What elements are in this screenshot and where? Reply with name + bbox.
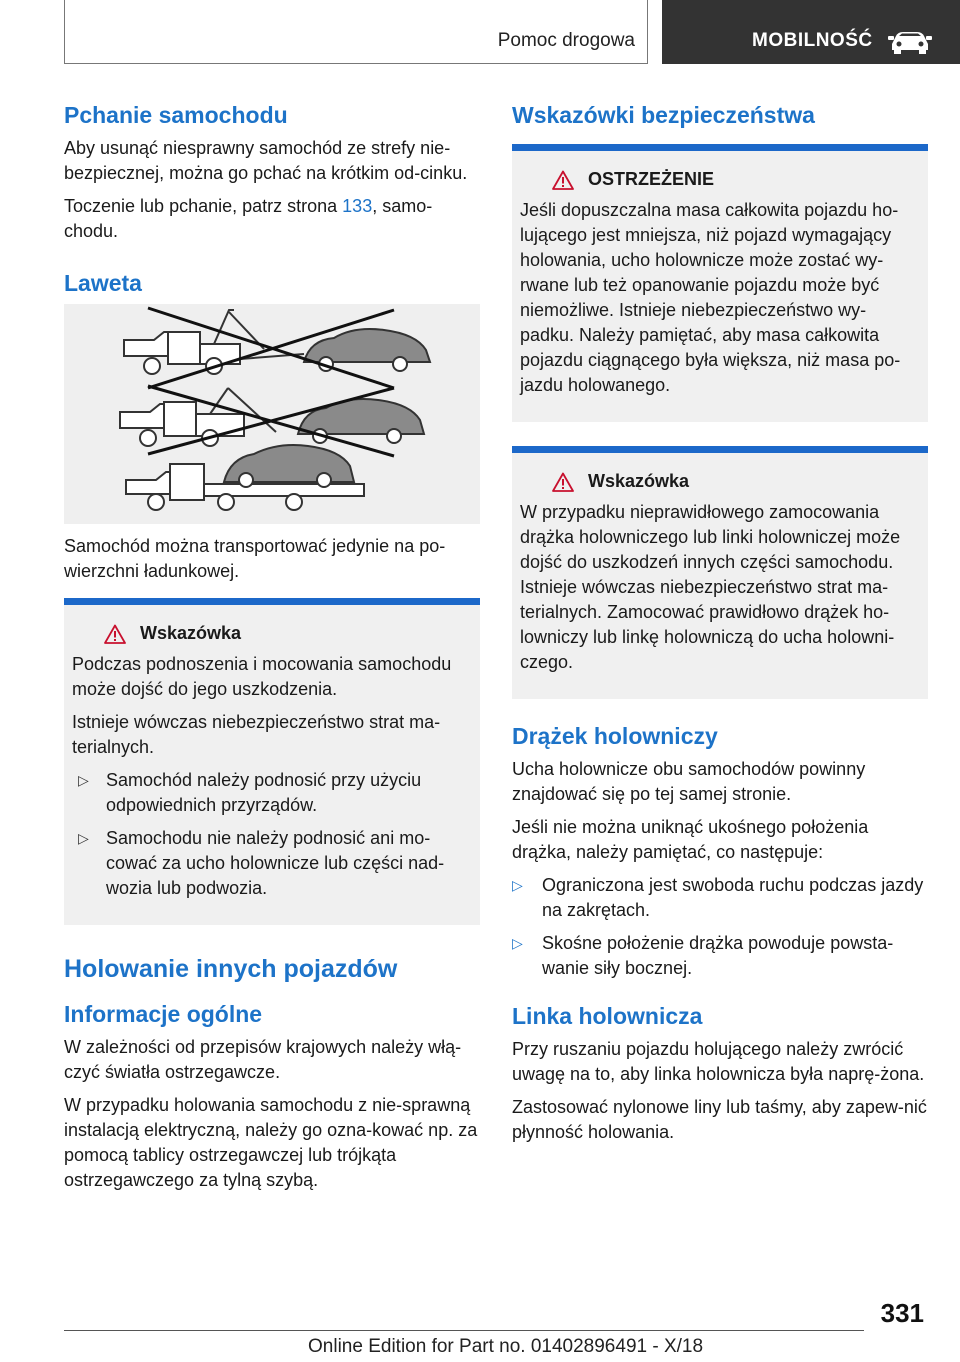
towing-paragraph-1: W zależności od przepisów krajowych należy włą-czyć światła ostrzegawcze. xyxy=(64,1037,462,1082)
warning-triangle-icon xyxy=(104,624,126,644)
tow-bar-paragraph-2: Jeśli nie można uniknąć ukośnego położenia drążka, należy pamiętać, co następuje: xyxy=(512,817,869,862)
note-lifting-list xyxy=(72,768,472,901)
list-item: ▷ Ograniczona jest swoboda ruchu podczas jazdy na zakrętach. xyxy=(512,875,924,920)
list-item: ▷ Samochód należy podnosić przy użyciu odpowiednich przyrządów. xyxy=(78,770,422,815)
note-lifting-text-2: Istnieje wówczas niebezpieczeństwo strat ma-terialnych. xyxy=(72,712,441,757)
general-info-heading: Informacje ogólne xyxy=(64,1001,263,1027)
tow-rope-heading: Linka holownicza xyxy=(512,1003,703,1029)
footer-divider xyxy=(64,1330,864,1331)
car-icon xyxy=(888,28,932,54)
towing-paragraph-2: W przypadku holowania samochodu z nie-sprawną instalacją elektryczną, należy go ozna-kować np. za pomocą tablicy ostrzegawczej lub trójkąta ostrzegawczego za tylną szybą. xyxy=(64,1095,478,1190)
push-heading: Pchanie samochodu xyxy=(64,102,288,128)
page-number: 331 xyxy=(880,1298,924,1328)
note-box-bar xyxy=(512,446,928,699)
push-paragraph-2: Toczenie lub pchanie, patrz strona 133, samo-chodu. xyxy=(64,196,433,241)
note-box-lifting xyxy=(64,598,480,925)
left-column xyxy=(64,100,480,1201)
warning-triangle-icon xyxy=(552,170,574,190)
tow-bar-heading: Drążek holowniczy xyxy=(512,723,718,749)
page-link-133[interactable]: 133 xyxy=(342,196,373,216)
towing-heading: Holowanie innych pojazdów xyxy=(64,955,398,983)
push-paragraph-1: Aby usunąć niesprawny samochód ze strefy nie-bezpiecznej, można go pchać na krótkim od-cinku. xyxy=(64,138,468,183)
tow-bar-list xyxy=(512,873,928,981)
tow-truck-heading: Laweta xyxy=(64,270,142,296)
note-title-bar: Wskazówka xyxy=(520,471,920,492)
note-lifting-text-1: Podczas podnoszenia i mocowania samochodu może dojść do jego uszkodzenia. xyxy=(72,654,452,699)
tow-bar-paragraph-1: Ucha holownicze obu samochodów powinny znajdować się po tej samej stronie. xyxy=(512,759,866,804)
warning-title: OSTRZEŻENIE xyxy=(520,169,920,190)
list-item: ▷ Skośne położenie drążka powoduje powsta-wanie siły bocznej. xyxy=(512,933,894,978)
category-title: MOBILNOŚĆ xyxy=(752,30,873,51)
tow-rope-paragraph-2: Zastosować nylonowe liny lub taśmy, aby zapew-nić płynność holowania. xyxy=(512,1097,927,1142)
page-header xyxy=(0,0,960,66)
edition-text: Online Edition for Part no. 01402896491 - X/18 xyxy=(308,1336,704,1357)
warning-triangle-icon xyxy=(552,472,574,492)
section-title: Pomoc drogowa xyxy=(497,30,635,51)
safety-heading: Wskazówki bezpieczeństwa xyxy=(512,102,815,128)
tow-rope-paragraph-1: Przy ruszaniu pojazdu holującego należy zwrócić uwagę na to, aby linka holownicza była naprę-żona. xyxy=(512,1039,925,1084)
right-column xyxy=(512,100,928,1153)
towing-methods-illustration xyxy=(64,304,480,524)
category-box xyxy=(662,0,960,64)
towing-methods-image xyxy=(64,304,480,524)
section-box xyxy=(64,0,648,64)
note-title-lifting: Wskazówka xyxy=(72,623,472,644)
tow-truck-caption: Samochód można transportować jedynie na po-wierzchni ładunkowej. xyxy=(64,536,446,581)
note-bar-text: W przypadku nieprawidłowego zamocowania drążka holowniczego lub linki holowniczej może dojść do uszkodzeń innych części samochodu. Istnieje wówczas niebezpieczeństwo strat ma-terialnych. Zamocować prawidłowo drążek ho-lowniczy lub linkę holowniczą do ucha holowni-czego. xyxy=(520,502,901,672)
list-item: ▷ Samochodu nie należy podnosić ani mo-cować za ucho holownicze lub części nad-wozia lub podwozia. xyxy=(78,828,445,898)
warning-text: Jeśli dopuszczalna masa całkowita pojazdu ho-lującego jest mniejsza, niż pojazd wymagający holowania, ucho holownicze może zostać wy-rwane lub też opanowanie pojazdu może być niemożliwe. Istnieje niebezpieczeństwo wy-padku. Należy pamiętać, aby masa całkowita pojazdu ciągnącego była większa, niż masa po-jazdu holowanego. xyxy=(520,200,901,395)
warning-box xyxy=(512,144,928,422)
